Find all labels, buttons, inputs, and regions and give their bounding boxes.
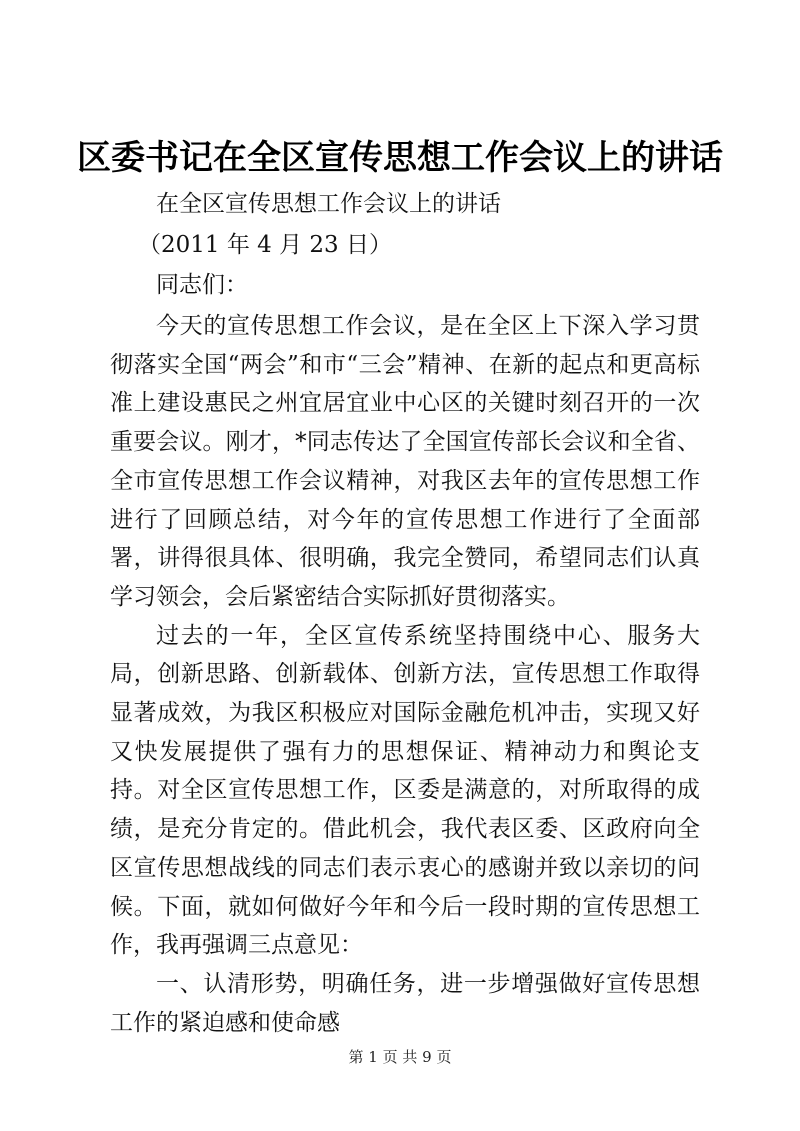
document-title: 区委书记在全区宣传思想工作会议上的讲话 (77, 138, 723, 178)
salutation: 同志们： (156, 272, 248, 298)
paragraph-opening: 今天的宣传思想工作会议，是在全区上下深入学习贯彻落实全国“两会”和市“三会”精神、在新的起点和更高标准上建设惠民之州宜居宜业中心区的关键时刻召开的一次重要会议。刚才，*同志传达了全国宣传部长会议和全省、全市宣传思想工作会议精神，对我区去年的宣传思想工作进行了回顾总结，对今年的宣传思想工作进行了全面部署，讲得很具体、很明确，我完全赞同，希望同志们认真学习领会，会后紧密结合实际抓好贯彻落实。 (110, 313, 700, 610)
speech-subtitle: 在全区宣传思想工作会议上的讲话 (156, 191, 501, 217)
page-footer: 第 1 页 共 9 页 (348, 1048, 452, 1066)
speech-date: （2011 年 4 月 23 日） (138, 232, 392, 258)
paragraph-review: 过去的一年，全区宣传系统坚持围绕中心、服务大局，创新思路、创新载体、创新方法，宣传思想工作取得显著成效，为我区积极应对国际金融危机冲击，实现又好又快发展提供了强有力的思想保证、精神动力和舆论支持。对全区宣传思想工作，区委是满意的，对所取得的成绩，是充分肯定的。借此机会，我代表区委、区政府向全区宣传思想战线的同志们表示衷心的感谢并致以亲切的问候。下面，就如何做好今年和今后一段时期的宣传思想工作，我再强调三点意见： (110, 622, 700, 959)
body-text (110, 307, 700, 1042)
section-heading-one: 一、认清形势，明确任务，进一步增强做好宣传思想工作的紧迫感和使命感 (110, 970, 700, 1036)
